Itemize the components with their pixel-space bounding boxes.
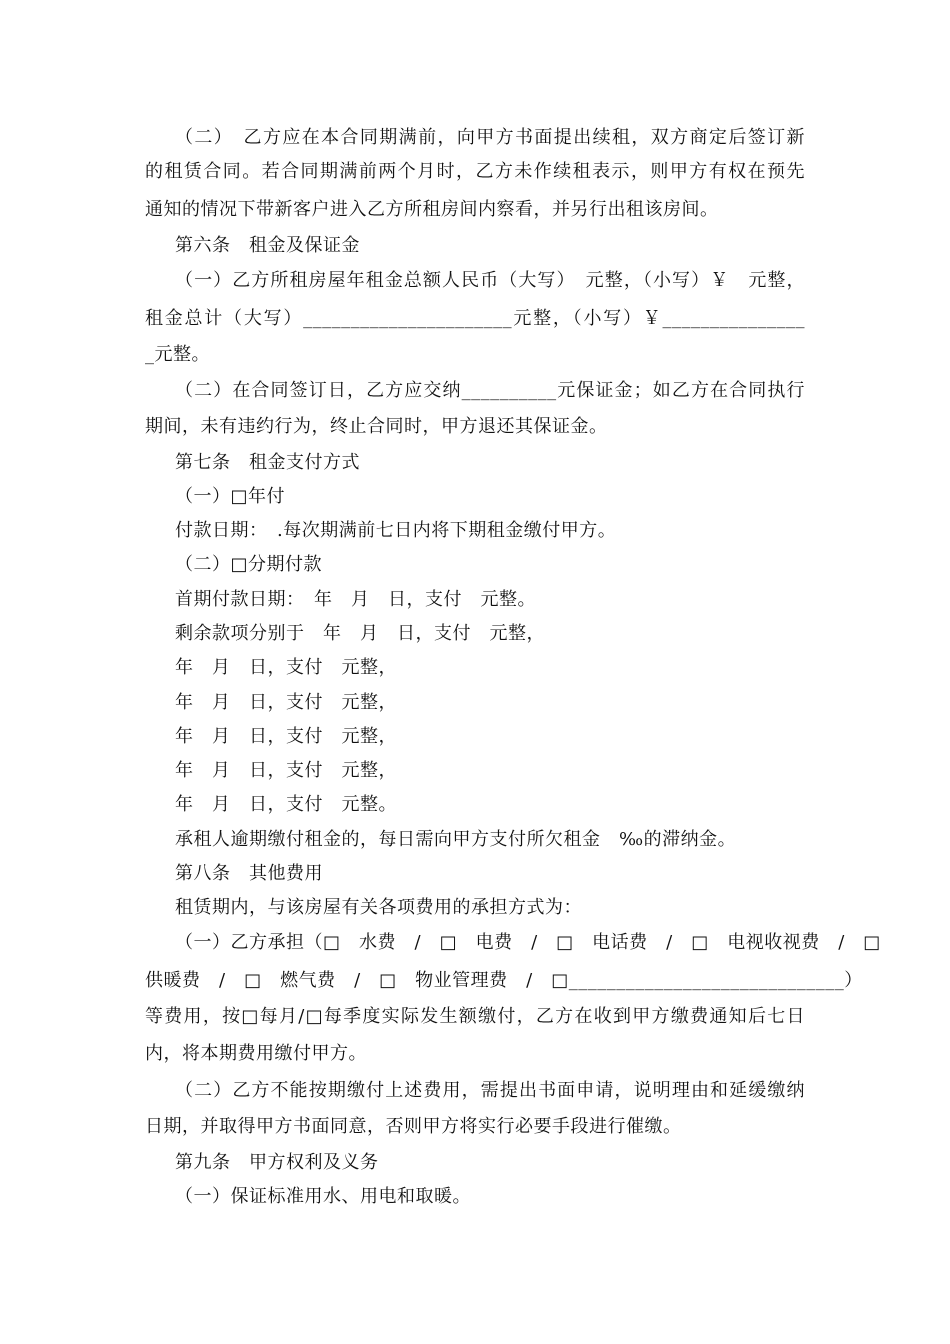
section-heading: 第七条 租金支付方式 — [175, 452, 360, 473]
section-heading: 第八条 其他费用 — [175, 863, 323, 884]
paragraph-line: 通知的情况下带新客户进入乙方所租房间内察看，并另行出租该房间。 — [145, 199, 719, 220]
paragraph-line: 承租人逾期缴付租金的，每日需向甲方支付所欠租金 ‰的滞纳金。 — [175, 829, 737, 850]
paragraph-line: （二）在合同签订日，乙方应交纳__________元保证金；如乙方在合同执行 — [175, 380, 805, 401]
paragraph-line: （一）□年付 — [175, 486, 286, 507]
paragraph-line: （一）保证标准用水、用电和取暖。 — [175, 1186, 471, 1207]
section-heading: 第九条 甲方权利及义务 — [175, 1152, 379, 1173]
paragraph-line: 年 月 日，支付 元整， — [175, 760, 397, 781]
section-heading: 第六条 租金及保证金 — [175, 235, 360, 256]
paragraph-line: 付款日期： .每次期满前七日内将下期租金缴付甲方。 — [175, 520, 617, 541]
paragraph-line: 租赁期内，与该房屋有关各项费用的承担方式为： — [175, 897, 582, 918]
paragraph-line: （一）乙方所租房屋年租金总额人民币（大写） 元整，（小写）￥ 元整， — [175, 270, 805, 291]
paragraph-line: 日期，并取得甲方书面同意，否则甲方将实行必要手段进行催缴。 — [145, 1116, 682, 1137]
paragraph-line: （一）乙方承担（□ 水费 / □ 电费 / □ 电话费 / □ 电视收视费 / □ — [175, 932, 881, 953]
paragraph-line: 年 月 日，支付 元整， — [175, 657, 397, 678]
paragraph-line: 年 月 日，支付 元整， — [175, 726, 397, 747]
paragraph-line: 等费用，按□每月/□每季度实际发生额缴付，乙方在收到甲方缴费通知后七日 — [145, 1006, 805, 1027]
paragraph-line: 年 月 日，支付 元整， — [175, 692, 397, 713]
paragraph-line: _元整。 — [145, 344, 210, 365]
paragraph-line: 租金总计（大写）______________________元整，（小写）￥_______________ — [145, 308, 805, 329]
paragraph-line: （二） 乙方应在本合同期满前，向甲方书面提出续租，双方商定后签订新 — [175, 127, 805, 148]
paragraph-line: （二）□分期付款 — [175, 554, 323, 575]
paragraph-line: 期间，未有违约行为，终止合同时，甲方退还其保证金。 — [145, 416, 608, 437]
paragraph-line: 年 月 日，支付 元整。 — [175, 794, 397, 815]
paragraph-line: 剩余款项分别于 年 月 日，支付 元整， — [175, 623, 545, 644]
paragraph-line: 的租赁合同。若合同期满前两个月时，乙方未作续租表示，则甲方有权在预先 — [145, 161, 805, 182]
paragraph-line: 内，将本期费用缴付甲方。 — [145, 1043, 367, 1064]
paragraph-line: 首期付款日期： 年 月 日，支付 元整。 — [175, 589, 536, 610]
paragraph-line: 供暖费 / □ 燃气费 / □ 物业管理费 / □_____________________________） — [145, 970, 863, 991]
paragraph-line: （二）乙方不能按期缴付上述费用，需提出书面申请，说明理由和延缓缴纳 — [175, 1080, 805, 1101]
